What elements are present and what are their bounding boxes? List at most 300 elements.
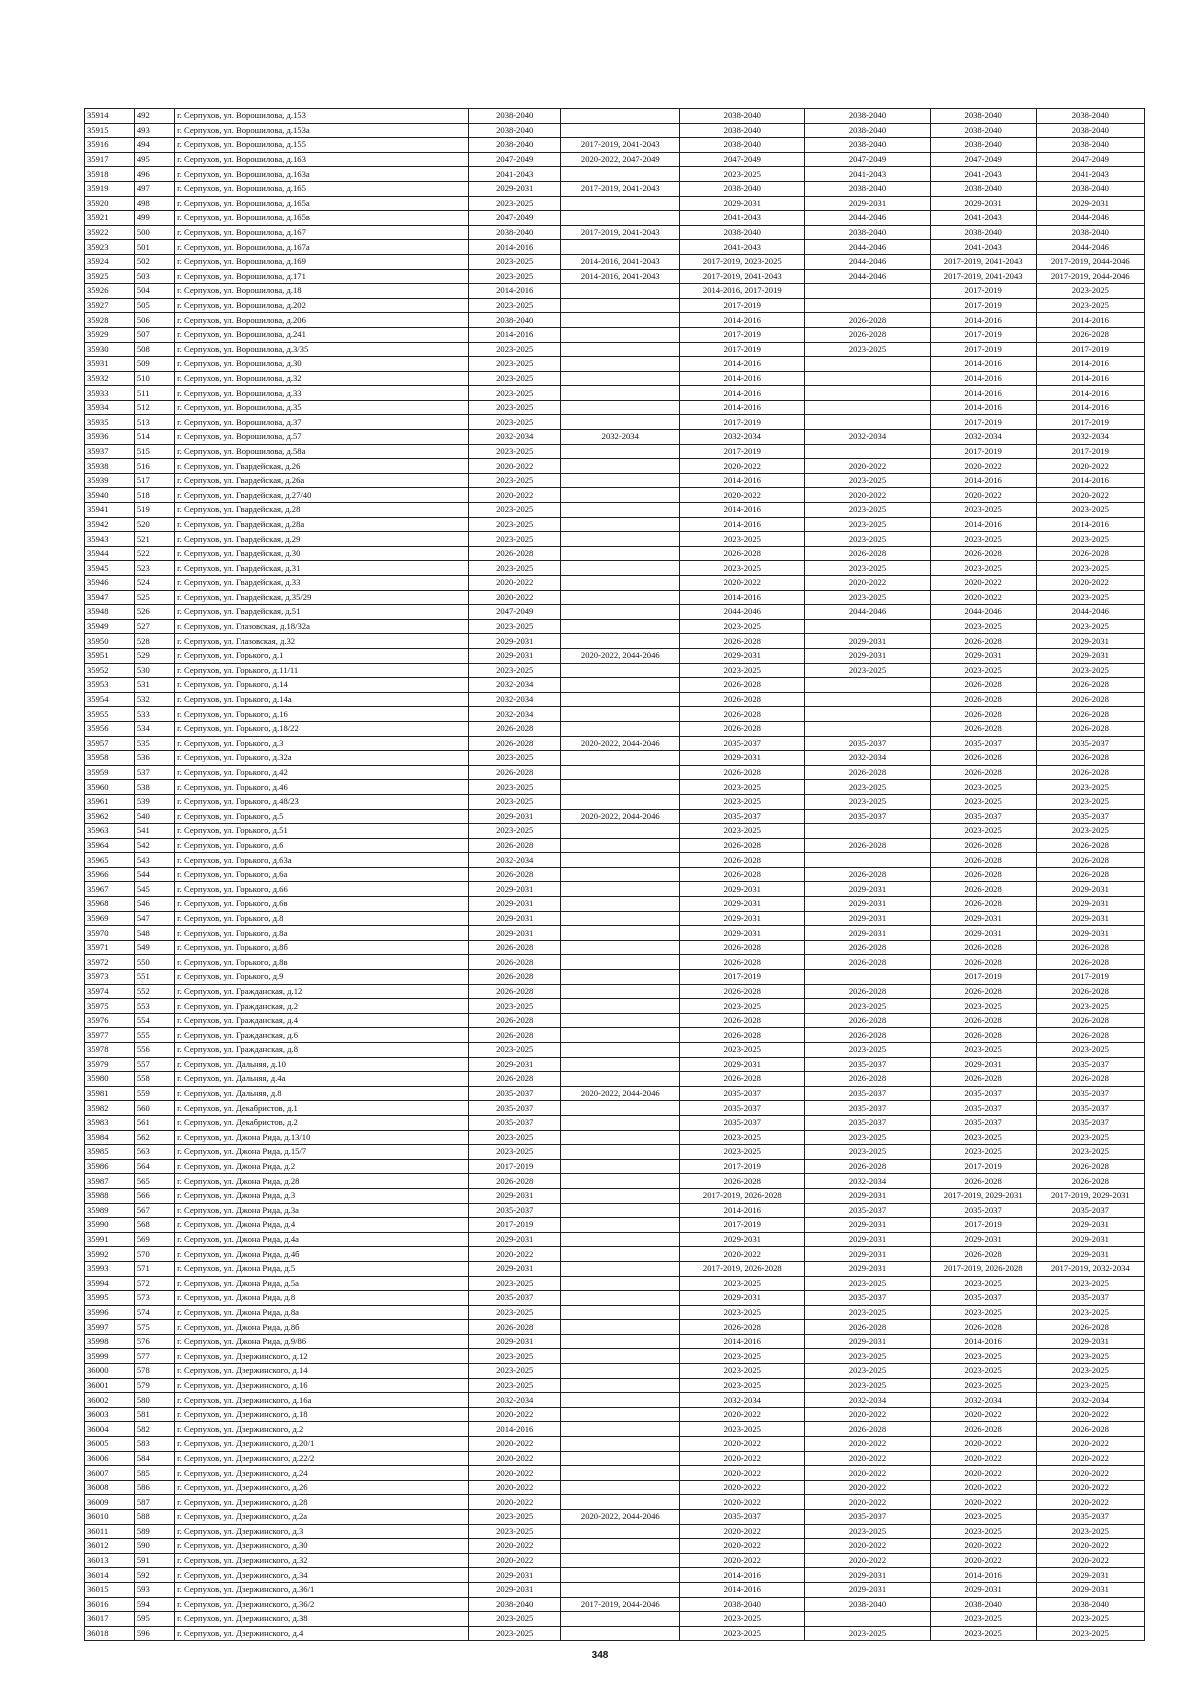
cell-seq-number: 570 <box>134 1247 174 1262</box>
cell-period-3: 2020-2022 <box>680 488 805 503</box>
cell-period-4: 2023-2025 <box>805 663 930 678</box>
cell-period-3: 2038-2040 <box>680 123 805 138</box>
cell-period-4: 2029-2031 <box>805 911 930 926</box>
cell-seq-number: 559 <box>134 1086 174 1101</box>
cell-period-6: 2029-2031 <box>1036 648 1144 663</box>
cell-address: г. Серпухов, ул. Джона Рида, д.8б <box>175 1320 469 1335</box>
cell-seq-number: 547 <box>134 911 174 926</box>
cell-period-4: 2047-2049 <box>805 152 930 167</box>
cell-seq-number: 497 <box>134 181 174 196</box>
cell-seq-number: 588 <box>134 1510 174 1525</box>
cell-address: г. Серпухов, ул. Дзержинского, д.22/2 <box>175 1451 469 1466</box>
cell-period-1: 2032-2034 <box>469 430 561 445</box>
cell-address: г. Серпухов, ул. Ворошилова, д.163 <box>175 152 469 167</box>
cell-period-4: 2026-2028 <box>805 1013 930 1028</box>
cell-row-id: 35961 <box>85 794 135 809</box>
cell-period-5: 2029-2031 <box>930 926 1036 941</box>
cell-period-2 <box>561 1612 680 1627</box>
table-row <box>85 561 1145 576</box>
cell-period-1: 2026-2028 <box>469 838 561 853</box>
cell-seq-number: 549 <box>134 940 174 955</box>
cell-period-5: 2017-2019 <box>930 1159 1036 1174</box>
cell-period-4: 2038-2040 <box>805 181 930 196</box>
cell-period-4: 2020-2022 <box>805 488 930 503</box>
cell-period-5: 2023-2025 <box>930 1510 1036 1525</box>
cell-period-3: 2023-2025 <box>680 1378 805 1393</box>
cell-period-3: 2029-2031 <box>680 751 805 766</box>
cell-period-3: 2026-2028 <box>680 1174 805 1189</box>
cell-period-6: 2023-2025 <box>1036 1145 1144 1160</box>
table-row <box>85 721 1145 736</box>
cell-row-id: 35942 <box>85 517 135 532</box>
cell-period-6: 2035-2037 <box>1036 809 1144 824</box>
cell-address: г. Серпухов, ул. Гражданская, д.2 <box>175 999 469 1014</box>
cell-period-4: 2023-2025 <box>805 1305 930 1320</box>
cell-address: г. Серпухов, ул. Горького, д.63а <box>175 853 469 868</box>
cell-row-id: 35945 <box>85 561 135 576</box>
table-row <box>85 1218 1145 1233</box>
cell-period-5: 2023-2025 <box>930 619 1036 634</box>
cell-address: г. Серпухов, ул. Ворошилова, д.58а <box>175 444 469 459</box>
cell-row-id: 35972 <box>85 955 135 970</box>
cell-period-2 <box>561 970 680 985</box>
cell-address: г. Серпухов, ул. Горького, д.48/23 <box>175 794 469 809</box>
cell-period-4: 2023-2025 <box>805 1276 930 1291</box>
cell-row-id: 36007 <box>85 1466 135 1481</box>
cell-row-id: 35936 <box>85 430 135 445</box>
cell-period-1: 2023-2025 <box>469 342 561 357</box>
cell-period-3: 2020-2022 <box>680 459 805 474</box>
cell-period-1: 2038-2040 <box>469 123 561 138</box>
cell-period-2 <box>561 1101 680 1116</box>
cell-period-1: 2029-2031 <box>469 1582 561 1597</box>
cell-row-id: 35928 <box>85 313 135 328</box>
cell-period-2 <box>561 240 680 255</box>
cell-period-5: 2023-2025 <box>930 503 1036 518</box>
cell-period-4 <box>805 619 930 634</box>
cell-period-1: 2023-2025 <box>469 532 561 547</box>
cell-address: г. Серпухов, ул. Горького, д.46 <box>175 780 469 795</box>
cell-period-1: 2029-2031 <box>469 1568 561 1583</box>
cell-period-3: 2017-2019 <box>680 415 805 430</box>
table-row <box>85 1247 1145 1262</box>
cell-period-6: 2026-2028 <box>1036 1028 1144 1043</box>
table-row <box>85 1013 1145 1028</box>
cell-seq-number: 501 <box>134 240 174 255</box>
cell-period-2 <box>561 1466 680 1481</box>
cell-period-2 <box>561 1028 680 1043</box>
cell-period-3: 2026-2028 <box>680 707 805 722</box>
cell-period-5: 2026-2028 <box>930 853 1036 868</box>
cell-period-5: 2020-2022 <box>930 488 1036 503</box>
cell-address: г. Серпухов, ул. Гражданская, д.6 <box>175 1028 469 1043</box>
table-row <box>85 1407 1145 1422</box>
cell-period-1: 2014-2016 <box>469 327 561 342</box>
cell-period-6: 2026-2028 <box>1036 940 1144 955</box>
cell-period-3: 2014-2016 <box>680 386 805 401</box>
cell-period-1: 2014-2016 <box>469 240 561 255</box>
cell-period-3: 2023-2025 <box>680 1305 805 1320</box>
cell-period-3: 2026-2028 <box>680 1028 805 1043</box>
cell-period-5: 2026-2028 <box>930 940 1036 955</box>
cell-row-id: 35939 <box>85 473 135 488</box>
cell-seq-number: 517 <box>134 473 174 488</box>
cell-period-6: 2023-2025 <box>1036 1364 1144 1379</box>
cell-row-id: 36015 <box>85 1582 135 1597</box>
cell-period-4: 2029-2031 <box>805 196 930 211</box>
cell-seq-number: 515 <box>134 444 174 459</box>
cell-period-2: 2014-2016, 2041-2043 <box>561 269 680 284</box>
cell-period-1: 2026-2028 <box>469 765 561 780</box>
cell-period-1: 2035-2037 <box>469 1203 561 1218</box>
cell-period-2 <box>561 1539 680 1554</box>
cell-period-2: 2017-2019, 2041-2043 <box>561 138 680 153</box>
cell-period-4: 2020-2022 <box>805 1539 930 1554</box>
cell-period-2 <box>561 517 680 532</box>
cell-address: г. Серпухов, ул. Гвардейская, д.30 <box>175 546 469 561</box>
cell-period-3: 2035-2037 <box>680 1510 805 1525</box>
cell-seq-number: 506 <box>134 313 174 328</box>
cell-period-3: 2023-2025 <box>680 794 805 809</box>
cell-period-5: 2023-2025 <box>930 794 1036 809</box>
cell-period-5: 2026-2028 <box>930 838 1036 853</box>
cell-period-5: 2017-2019 <box>930 970 1036 985</box>
table-row <box>85 1276 1145 1291</box>
cell-period-4: 2029-2031 <box>805 882 930 897</box>
cell-period-3: 2038-2040 <box>680 109 805 124</box>
cell-period-2: 2020-2022, 2044-2046 <box>561 1086 680 1101</box>
cell-period-5: 2017-2019 <box>930 444 1036 459</box>
cell-row-id: 36002 <box>85 1393 135 1408</box>
cell-address: г. Серпухов, ул. Горького, д.42 <box>175 765 469 780</box>
cell-period-3: 2023-2025 <box>680 532 805 547</box>
cell-period-4: 2020-2022 <box>805 576 930 591</box>
cell-period-2 <box>561 984 680 999</box>
cell-seq-number: 586 <box>134 1480 174 1495</box>
cell-address: г. Серпухов, ул. Джона Рида, д.4а <box>175 1232 469 1247</box>
cell-row-id: 35940 <box>85 488 135 503</box>
cell-period-2 <box>561 1203 680 1218</box>
cell-period-4: 2044-2046 <box>805 240 930 255</box>
cell-row-id: 36001 <box>85 1378 135 1393</box>
cell-period-4 <box>805 853 930 868</box>
cell-period-2: 2020-2022, 2044-2046 <box>561 736 680 751</box>
cell-period-1: 2026-2028 <box>469 970 561 985</box>
cell-period-1: 2026-2028 <box>469 1028 561 1043</box>
cell-address: г. Серпухов, ул. Ворошилова, д.153 <box>175 109 469 124</box>
cell-period-5: 2023-2025 <box>930 1524 1036 1539</box>
cell-period-2 <box>561 707 680 722</box>
cell-row-id: 36003 <box>85 1407 135 1422</box>
cell-period-1: 2023-2025 <box>469 1626 561 1641</box>
table-row <box>85 517 1145 532</box>
cell-seq-number: 510 <box>134 371 174 386</box>
cell-address: г. Серпухов, ул. Гвардейская, д.26а <box>175 473 469 488</box>
cell-period-5: 2020-2022 <box>930 1480 1036 1495</box>
cell-period-2 <box>561 1261 680 1276</box>
cell-period-1: 2017-2019 <box>469 1159 561 1174</box>
cell-period-3: 2026-2028 <box>680 1072 805 1087</box>
cell-seq-number: 569 <box>134 1232 174 1247</box>
cell-address: г. Серпухов, ул. Гвардейская, д.28а <box>175 517 469 532</box>
cell-row-id: 35933 <box>85 386 135 401</box>
cell-period-3: 2023-2025 <box>680 824 805 839</box>
cell-address: г. Серпухов, ул. Дзержинского, д.38 <box>175 1612 469 1627</box>
cell-period-4: 2029-2031 <box>805 897 930 912</box>
cell-seq-number: 567 <box>134 1203 174 1218</box>
cell-period-6: 2020-2022 <box>1036 459 1144 474</box>
cell-address: г. Серпухов, ул. Гвардейская, д.28 <box>175 503 469 518</box>
cell-period-6: 2029-2031 <box>1036 926 1144 941</box>
cell-row-id: 35931 <box>85 357 135 372</box>
cell-seq-number: 557 <box>134 1057 174 1072</box>
cell-period-6: 2014-2016 <box>1036 386 1144 401</box>
cell-address: г. Серпухов, ул. Горького, д.3 <box>175 736 469 751</box>
cell-period-3: 2023-2025 <box>680 999 805 1014</box>
cell-period-6: 2023-2025 <box>1036 1130 1144 1145</box>
cell-period-1: 2026-2028 <box>469 867 561 882</box>
table-row <box>85 926 1145 941</box>
cell-period-5: 2023-2025 <box>930 532 1036 547</box>
cell-period-4: 2044-2046 <box>805 605 930 620</box>
cell-seq-number: 574 <box>134 1305 174 1320</box>
cell-row-id: 35983 <box>85 1115 135 1130</box>
cell-period-1: 2020-2022 <box>469 1495 561 1510</box>
cell-period-2 <box>561 882 680 897</box>
cell-period-2 <box>561 1072 680 1087</box>
cell-seq-number: 496 <box>134 167 174 182</box>
cell-period-5: 2017-2019, 2041-2043 <box>930 269 1036 284</box>
cell-row-id: 35965 <box>85 853 135 868</box>
cell-period-2 <box>561 1320 680 1335</box>
table-row <box>85 824 1145 839</box>
cell-period-1: 2029-2031 <box>469 897 561 912</box>
cell-period-4: 2038-2040 <box>805 1597 930 1612</box>
cell-period-2 <box>561 1480 680 1495</box>
cell-address: г. Серпухов, ул. Горького, д.6а <box>175 867 469 882</box>
cell-period-1: 2023-2025 <box>469 1378 561 1393</box>
cell-period-2 <box>561 1378 680 1393</box>
cell-seq-number: 509 <box>134 357 174 372</box>
cell-period-2 <box>561 867 680 882</box>
cell-row-id: 35968 <box>85 897 135 912</box>
cell-period-1: 2023-2025 <box>469 503 561 518</box>
cell-period-2 <box>561 1276 680 1291</box>
cell-period-5: 2020-2022 <box>930 1407 1036 1422</box>
cell-period-6: 2029-2031 <box>1036 196 1144 211</box>
cell-period-2 <box>561 386 680 401</box>
cell-seq-number: 563 <box>134 1145 174 1160</box>
cell-address: г. Серпухов, ул. Дзержинского, д.28 <box>175 1495 469 1510</box>
cell-period-1: 2020-2022 <box>469 1539 561 1554</box>
cell-seq-number: 528 <box>134 634 174 649</box>
cell-period-2 <box>561 357 680 372</box>
cell-period-2 <box>561 488 680 503</box>
cell-period-4: 2020-2022 <box>805 1466 930 1481</box>
cell-row-id: 35920 <box>85 196 135 211</box>
cell-period-6: 2035-2037 <box>1036 1057 1144 1072</box>
cell-period-5: 2020-2022 <box>930 1553 1036 1568</box>
cell-row-id: 36008 <box>85 1480 135 1495</box>
cell-seq-number: 520 <box>134 517 174 532</box>
table-row <box>85 1437 1145 1452</box>
cell-period-4: 2020-2022 <box>805 1407 930 1422</box>
schedule-table <box>84 108 1145 1641</box>
cell-period-4: 2023-2025 <box>805 517 930 532</box>
cell-seq-number: 596 <box>134 1626 174 1641</box>
cell-period-4: 2023-2025 <box>805 780 930 795</box>
table-row <box>85 1524 1145 1539</box>
cell-seq-number: 522 <box>134 546 174 561</box>
cell-period-6: 2026-2028 <box>1036 955 1144 970</box>
cell-seq-number: 540 <box>134 809 174 824</box>
cell-period-6: 2026-2028 <box>1036 867 1144 882</box>
cell-row-id: 35957 <box>85 736 135 751</box>
cell-seq-number: 535 <box>134 736 174 751</box>
cell-seq-number: 494 <box>134 138 174 153</box>
cell-period-3: 2023-2025 <box>680 619 805 634</box>
cell-period-3: 2029-2031 <box>680 882 805 897</box>
cell-address: г. Серпухов, ул. Джона Рида, д.4 <box>175 1218 469 1233</box>
cell-period-6: 2020-2022 <box>1036 1407 1144 1422</box>
cell-period-5: 2029-2031 <box>930 1057 1036 1072</box>
cell-period-3: 2029-2031 <box>680 1057 805 1072</box>
cell-period-3: 2014-2016 <box>680 371 805 386</box>
cell-period-5: 2020-2022 <box>930 1495 1036 1510</box>
cell-period-4: 2044-2046 <box>805 269 930 284</box>
cell-period-2: 2017-2019, 2044-2046 <box>561 1597 680 1612</box>
cell-row-id: 35925 <box>85 269 135 284</box>
cell-seq-number: 590 <box>134 1539 174 1554</box>
cell-period-3: 2017-2019 <box>680 970 805 985</box>
cell-period-4: 2029-2031 <box>805 648 930 663</box>
cell-period-4: 2029-2031 <box>805 634 930 649</box>
cell-period-1: 2020-2022 <box>469 1466 561 1481</box>
cell-seq-number: 514 <box>134 430 174 445</box>
cell-period-1: 2020-2022 <box>469 1480 561 1495</box>
cell-row-id: 35966 <box>85 867 135 882</box>
cell-period-6: 2026-2028 <box>1036 721 1144 736</box>
cell-address: г. Серпухов, ул. Дзержинского, д.18 <box>175 1407 469 1422</box>
cell-period-4: 2026-2028 <box>805 984 930 999</box>
cell-address: г. Серпухов, ул. Ворошилова, д.35 <box>175 400 469 415</box>
cell-period-3: 2023-2025 <box>680 1612 805 1627</box>
cell-period-3: 2017-2019, 2026-2028 <box>680 1188 805 1203</box>
cell-period-6: 2017-2019 <box>1036 415 1144 430</box>
table-row <box>85 430 1145 445</box>
cell-period-6: 2038-2040 <box>1036 181 1144 196</box>
cell-period-6: 2035-2037 <box>1036 1086 1144 1101</box>
table-row <box>85 1086 1145 1101</box>
cell-seq-number: 530 <box>134 663 174 678</box>
cell-period-4: 2023-2025 <box>805 1626 930 1641</box>
cell-period-6: 2023-2025 <box>1036 1524 1144 1539</box>
cell-address: г. Серпухов, ул. Горького, д.51 <box>175 824 469 839</box>
cell-address: г. Серпухов, ул. Гвардейская, д.26 <box>175 459 469 474</box>
cell-period-1: 2023-2025 <box>469 824 561 839</box>
cell-seq-number: 582 <box>134 1422 174 1437</box>
cell-address: г. Серпухов, ул. Декабристов, д.2 <box>175 1115 469 1130</box>
table-row <box>85 765 1145 780</box>
cell-period-3: 2014-2016 <box>680 313 805 328</box>
cell-period-3: 2023-2025 <box>680 1043 805 1058</box>
cell-period-3: 2038-2040 <box>680 138 805 153</box>
cell-address: г. Серпухов, ул. Горького, д.11/11 <box>175 663 469 678</box>
cell-period-5: 2017-2019 <box>930 284 1036 299</box>
cell-period-2 <box>561 1407 680 1422</box>
cell-period-5: 2035-2037 <box>930 1115 1036 1130</box>
cell-period-2 <box>561 211 680 226</box>
cell-row-id: 35921 <box>85 211 135 226</box>
cell-period-6: 2023-2025 <box>1036 1043 1144 1058</box>
cell-address: г. Серпухов, ул. Горького, д.1 <box>175 648 469 663</box>
cell-seq-number: 593 <box>134 1582 174 1597</box>
cell-seq-number: 565 <box>134 1174 174 1189</box>
cell-period-3: 2026-2028 <box>680 1320 805 1335</box>
cell-period-5: 2035-2037 <box>930 809 1036 824</box>
cell-period-1: 2020-2022 <box>469 590 561 605</box>
cell-period-2 <box>561 765 680 780</box>
cell-address: г. Серпухов, ул. Ворошилова, д.165в <box>175 211 469 226</box>
table-row <box>85 1422 1145 1437</box>
table-row <box>85 1028 1145 1043</box>
cell-period-1: 2035-2037 <box>469 1101 561 1116</box>
cell-period-1: 2038-2040 <box>469 138 561 153</box>
cell-period-6: 2035-2037 <box>1036 1101 1144 1116</box>
cell-period-4: 2023-2025 <box>805 1349 930 1364</box>
table-row <box>85 663 1145 678</box>
cell-address: г. Серпухов, ул. Горького, д.9 <box>175 970 469 985</box>
cell-period-4: 2035-2037 <box>805 736 930 751</box>
table-row <box>85 1612 1145 1627</box>
cell-seq-number: 555 <box>134 1028 174 1043</box>
cell-period-5: 2014-2016 <box>930 400 1036 415</box>
cell-period-3: 2029-2031 <box>680 897 805 912</box>
table-row <box>85 1349 1145 1364</box>
cell-address: г. Серпухов, ул. Горького, д.32а <box>175 751 469 766</box>
cell-period-1: 2026-2028 <box>469 736 561 751</box>
cell-period-4: 2029-2031 <box>805 1232 930 1247</box>
cell-period-6: 2026-2028 <box>1036 765 1144 780</box>
cell-period-3: 2026-2028 <box>680 634 805 649</box>
cell-address: г. Серпухов, ул. Гвардейская, д.29 <box>175 532 469 547</box>
table-row <box>85 1582 1145 1597</box>
cell-period-4: 2038-2040 <box>805 225 930 240</box>
cell-address: г. Серпухов, ул. Ворошилова, д.57 <box>175 430 469 445</box>
cell-period-3: 2020-2022 <box>680 1539 805 1554</box>
cell-seq-number: 578 <box>134 1364 174 1379</box>
cell-period-5: 2014-2016 <box>930 357 1036 372</box>
cell-address: г. Серпухов, ул. Дзержинского, д.36/1 <box>175 1582 469 1597</box>
cell-address: г. Серпухов, ул. Джона Рида, д.8 <box>175 1291 469 1306</box>
cell-period-6: 2020-2022 <box>1036 576 1144 591</box>
cell-period-2 <box>561 1291 680 1306</box>
cell-period-5: 2017-2019, 2041-2043 <box>930 254 1036 269</box>
cell-address: г. Серпухов, ул. Джона Рида, д.5а <box>175 1276 469 1291</box>
cell-row-id: 35998 <box>85 1334 135 1349</box>
cell-period-3: 2026-2028 <box>680 940 805 955</box>
cell-period-3: 2035-2037 <box>680 809 805 824</box>
cell-period-6: 2026-2028 <box>1036 838 1144 853</box>
cell-period-4 <box>805 970 930 985</box>
cell-period-4 <box>805 721 930 736</box>
cell-period-1: 2041-2043 <box>469 167 561 182</box>
cell-period-4: 2026-2028 <box>805 1028 930 1043</box>
table-row <box>85 882 1145 897</box>
cell-address: г. Серпухов, ул. Дзержинского, д.2 <box>175 1422 469 1437</box>
cell-seq-number: 492 <box>134 109 174 124</box>
table-row <box>85 503 1145 518</box>
